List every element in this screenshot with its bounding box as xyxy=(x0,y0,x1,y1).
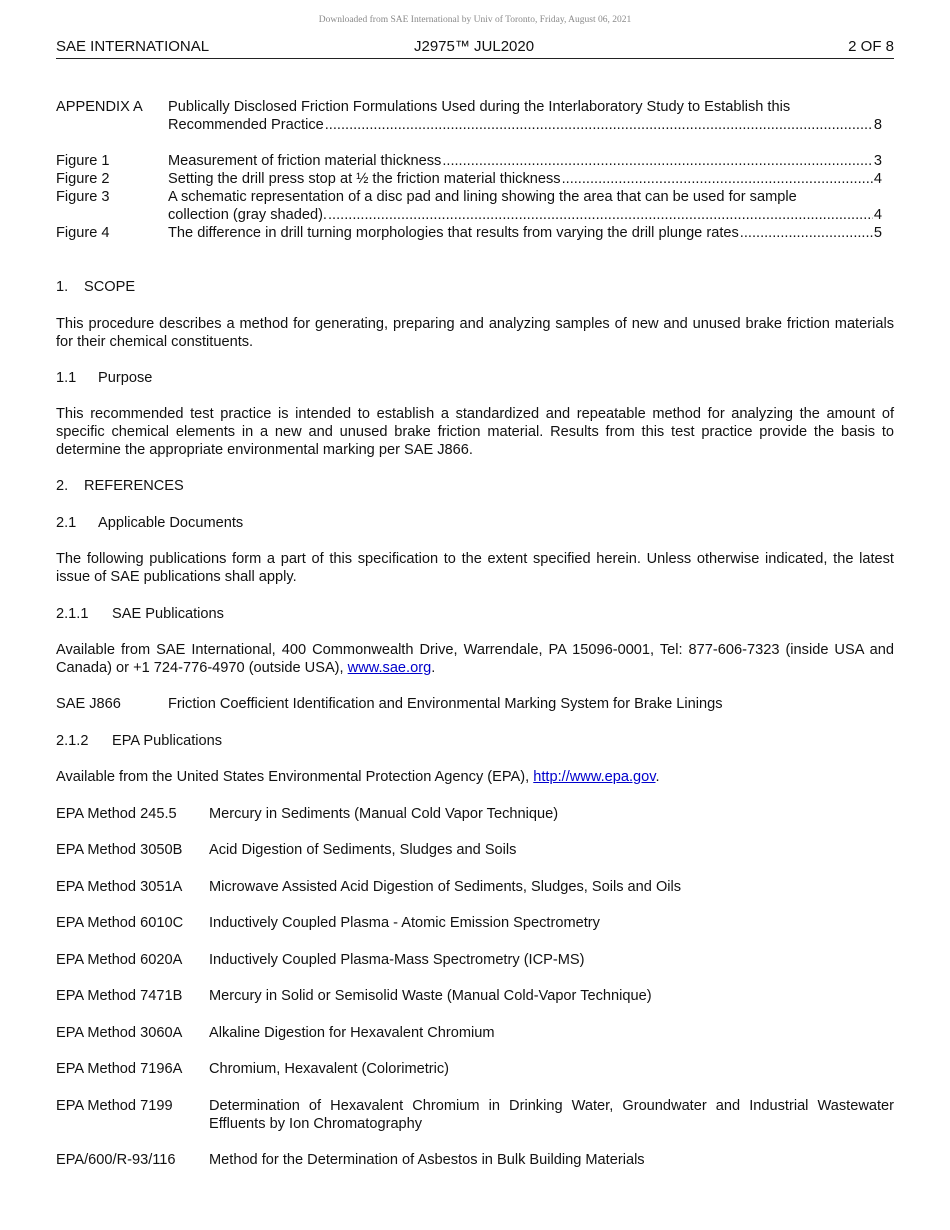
ref-description: Friction Coefficient Identification and Environmental Marking System for Brake Linings xyxy=(168,696,723,712)
toc-figure-1[interactable] xyxy=(56,152,882,170)
ref-code: EPA Method 3050B xyxy=(56,842,183,858)
ref-description: Inductively Coupled Plasma - Atomic Emission Spectrometry xyxy=(209,915,600,931)
heading-epa-publications: 2.1.2 EPA Publications xyxy=(56,733,223,749)
header-doc-id: J2975™ JUL2020 xyxy=(414,38,535,55)
toc-page: 3 xyxy=(873,153,882,169)
header-org: SAE INTERNATIONAL xyxy=(56,38,210,55)
toc-figure-4[interactable] xyxy=(56,224,882,242)
page-header xyxy=(56,38,894,59)
ref-code: SAE J866 xyxy=(56,696,121,712)
epa-reference-item xyxy=(56,1097,894,1133)
ref-description: Alkaline Digestion for Hexavalent Chromium xyxy=(209,1025,495,1041)
toc-text: A schematic representation of a disc pad and lining showing the area that can be used for sample xyxy=(168,189,797,205)
download-watermark: Downloaded from SAE International by Univ of Toronto, Friday, August 06, 2021 xyxy=(318,15,632,25)
ref-code: EPA Method 3051A xyxy=(56,879,183,895)
heading-sae-publications: 2.1.1 SAE Publications xyxy=(56,606,224,622)
epa-reference-item xyxy=(56,914,894,932)
epa-reference-item xyxy=(56,878,894,896)
ref-description: Inductively Coupled Plasma-Mass Spectrometry (ICP-MS) xyxy=(209,952,585,968)
ref-code: EPA Method 245.5 xyxy=(56,806,177,822)
toc-leader-dots xyxy=(325,116,873,134)
epa-reference-item xyxy=(56,951,894,969)
purpose-paragraph: This recommended test practice is intended to establish a standardized and repeatable method for analyzing the amount of specific chemical elements in a new and unused brake friction material. Results from this test practice provide the basis to determine the appropriate environmental marking per SAE J866. xyxy=(56,406,894,458)
sae-j866-reference xyxy=(56,695,894,713)
ref-code: EPA Method 3060A xyxy=(56,1025,183,1041)
ref-code: EPA Method 6020A xyxy=(56,952,183,968)
sae-website-link[interactable]: www.sae.org xyxy=(347,660,432,676)
ref-code: EPA Method 7199 xyxy=(56,1098,173,1114)
toc-text: Measurement of friction material thickness xyxy=(168,153,442,169)
toc-label: APPENDIX A xyxy=(56,99,143,115)
ref-description: Determination of Hexavalent Chromium in Drinking Water, Groundwater and Industrial Wastewater Effluents by Ion Chromatography xyxy=(209,1098,894,1132)
toc-text: Recommended Practice xyxy=(168,117,324,133)
applicable-paragraph: The following publications form a part of this specification to the extent specified herein. Unless otherwise indicated, the latest issue of SAE publications shall apply. xyxy=(56,551,894,585)
ref-description: Microwave Assisted Acid Digestion of Sediments, Sludges, Soils and Oils xyxy=(209,879,682,895)
toc-leader-dots xyxy=(442,152,873,170)
toc-leader-dots xyxy=(328,206,873,224)
epa-reference-item xyxy=(56,987,894,1005)
epa-reference-item xyxy=(56,1151,894,1169)
toc-label: Figure 1 xyxy=(56,153,110,169)
ref-description: Mercury in Sediments (Manual Cold Vapor Technique) xyxy=(209,806,559,822)
toc-label: Figure 2 xyxy=(56,171,110,187)
toc-page: 4 xyxy=(873,207,882,223)
toc-figure-2[interactable] xyxy=(56,170,882,188)
epa-reference-item xyxy=(56,841,894,859)
heading-applicable-documents: 2.1 Applicable Documents xyxy=(56,515,244,531)
ref-code: EPA/600/R-93/116 xyxy=(56,1152,176,1168)
toc-label: Figure 4 xyxy=(56,225,110,241)
epa-reference-item xyxy=(56,1060,894,1078)
heading-references: 2. REFERENCES xyxy=(56,478,184,494)
toc-page: 5 xyxy=(873,225,882,241)
toc-text: collection (gray shaded). xyxy=(168,207,327,223)
ref-code: EPA Method 7196A xyxy=(56,1061,183,1077)
toc-text: Publically Disclosed Friction Formulations Used during the Interlaboratory Study to Establish this xyxy=(168,99,791,115)
header-page-number: 2 OF 8 xyxy=(848,38,894,55)
heading-purpose: 1.1 Purpose xyxy=(56,370,153,386)
toc-leader-dots xyxy=(562,170,873,188)
ref-description: Acid Digestion of Sediments, Sludges and Soils xyxy=(209,842,517,858)
toc-appendix-a[interactable] xyxy=(56,98,882,134)
epa-reference-item xyxy=(56,805,894,823)
sae-availability-paragraph: Available from SAE International, 400 Commonwealth Drive, Warrendale, PA 15096-0001, Tel: 877-606-7323 (inside USA and Canada) or +1 724-776-4970 (outside USA), www.sae.org. xyxy=(56,642,894,676)
toc-page: 8 xyxy=(873,117,882,133)
toc-page: 4 xyxy=(873,171,882,187)
scope-paragraph: This procedure describes a method for generating, preparing and analyzing samples of new and unused brake friction materials for their chemical constituents. xyxy=(56,316,894,350)
toc-label: Figure 3 xyxy=(56,189,110,205)
toc-figure-3[interactable] xyxy=(56,188,882,224)
toc-leader-dots xyxy=(740,224,873,242)
epa-availability-paragraph: Available from the United States Environmental Protection Agency (EPA), http://www.epa.gov. xyxy=(56,769,660,785)
epa-website-link[interactable]: http://www.epa.gov xyxy=(533,769,656,785)
ref-description: Mercury in Solid or Semisolid Waste (Manual Cold-Vapor Technique) xyxy=(209,988,652,1004)
toc-text: The difference in drill turning morphologies that results from varying the drill plunge rates xyxy=(168,225,739,241)
toc-text: Setting the drill press stop at ½ the friction material thickness xyxy=(168,171,561,187)
ref-description: Chromium, Hexavalent (Colorimetric) xyxy=(209,1061,450,1077)
ref-code: EPA Method 6010C xyxy=(56,915,184,931)
ref-code: EPA Method 7471B xyxy=(56,988,183,1004)
epa-reference-item xyxy=(56,1024,894,1042)
heading-scope: 1. SCOPE xyxy=(56,279,136,295)
ref-description: Method for the Determination of Asbestos in Bulk Building Materials xyxy=(209,1152,645,1168)
